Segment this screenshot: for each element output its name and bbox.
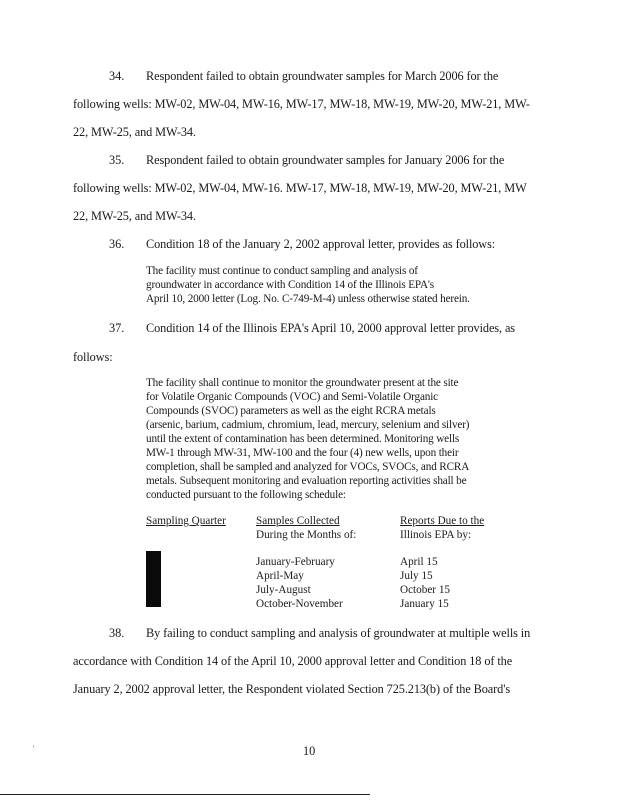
paragraph-35-line-2: following wells: MW-02, MW-04, MW-16. MW-17, MW-18, MW-19, MW-20, MW-21, MW [73, 181, 527, 195]
column-header-samples-collected-sub: During the Months of: [256, 529, 357, 541]
scan-edge-line [0, 794, 370, 795]
paragraph-36-quote-line: April 10, 2000 letter (Log. No. C-749-M-4) unless otherwise stated herein. [146, 293, 470, 305]
paragraph-34-line-3: 22, MW-25, and MW-34. [73, 125, 196, 139]
schedule-row-due: January 15 [400, 598, 449, 610]
paragraph-36-quote-line: groundwater in accordance with Condition 14 of the Illinois EPA's [146, 279, 434, 291]
paragraph-37-line-2: follows: [73, 350, 113, 364]
paragraph-37-quote-line: The facility shall continue to monitor the groundwater present at the site [146, 377, 459, 389]
paragraph-37-number: 37. [109, 321, 125, 335]
paragraph-35-number: 35. [109, 153, 125, 167]
redaction-block [146, 551, 161, 607]
page-number: 10 [303, 744, 316, 758]
paragraph-37-quote-line: MW-1 through MW-31, MW-100 and the four (4) new wells, upon their [146, 447, 459, 459]
paragraph-36-quote-line: The facility must continue to conduct sampling and analysis of [146, 265, 418, 277]
paragraph-38-line-1: By failing to conduct sampling and analysis of groundwater at multiple wells in [146, 626, 531, 640]
paragraph-34-number: 34. [109, 69, 125, 83]
column-header-sampling-quarter: Sampling Quarter [146, 515, 226, 527]
column-header-reports-due: Reports Due to the [400, 515, 485, 527]
paragraph-37-quote-line: completion, shall be sampled and analyzed for VOCs, SVOCs, and RCRA [146, 461, 470, 473]
paragraph-37-quote-line: conducted pursuant to the following schedule: [146, 489, 346, 501]
schedule-row-months: January-February [256, 556, 335, 568]
paragraph-37-line-1: Condition 14 of the Illinois EPA's April 10, 2000 approval letter provides, as [146, 321, 515, 335]
paragraph-34-line-2: following wells: MW-02, MW-04, MW-16, MW-17, MW-18, MW-19, MW-20, MW-21, MW- [73, 97, 530, 111]
paragraph-34-line-1: Respondent failed to obtain groundwater samples for March 2006 for the [146, 69, 499, 83]
paragraph-36-number: 36. [109, 237, 125, 251]
schedule-row-due: April 15 [400, 556, 438, 568]
schedule-row-months: July-August [256, 584, 311, 596]
paragraph-38-line-3: January 2, 2002 approval letter, the Respondent violated Section 725.213(b) of the Board's [73, 682, 511, 696]
scan-mark: ' [33, 744, 35, 753]
schedule-row-months: April-May [256, 570, 304, 582]
paragraph-37-quote-line: metals. Subsequent monitoring and evaluation reporting activities shall be [146, 475, 467, 487]
paragraph-37-quote-line: until the extent of contamination has been determined. Monitoring wells [146, 433, 460, 445]
paragraph-37-quote-line: Compounds (SVOC) parameters as well as the eight RCRA metals [146, 405, 436, 417]
paragraph-38-line-2: accordance with Condition 14 of the April 10, 2000 approval letter and Condition 18 of the [73, 654, 513, 668]
paragraph-37-quote-line: for Volatile Organic Compounds (VOC) and Semi-Volatile Organic [146, 391, 438, 403]
column-header-samples-collected: Samples Collected [256, 515, 340, 527]
schedule-row-due: October 15 [400, 584, 451, 596]
schedule-row-due: July 15 [400, 570, 433, 582]
paragraph-35-line-3: 22, MW-25, and MW-34. [73, 209, 196, 223]
schedule-row-months: October-November [256, 598, 343, 610]
paragraph-38-number: 38. [109, 626, 125, 640]
paragraph-36-line-1: Condition 18 of the January 2, 2002 approval letter, provides as follows: [146, 237, 496, 251]
paragraph-37-quote-line: (arsenic, barium, cadmium, chromium, lead, mercury, selenium and silver) [146, 419, 470, 431]
column-header-reports-due-sub: Illinois EPA by: [400, 529, 472, 541]
paragraph-35-line-1: Respondent failed to obtain groundwater samples for January 2006 for the [146, 153, 505, 167]
